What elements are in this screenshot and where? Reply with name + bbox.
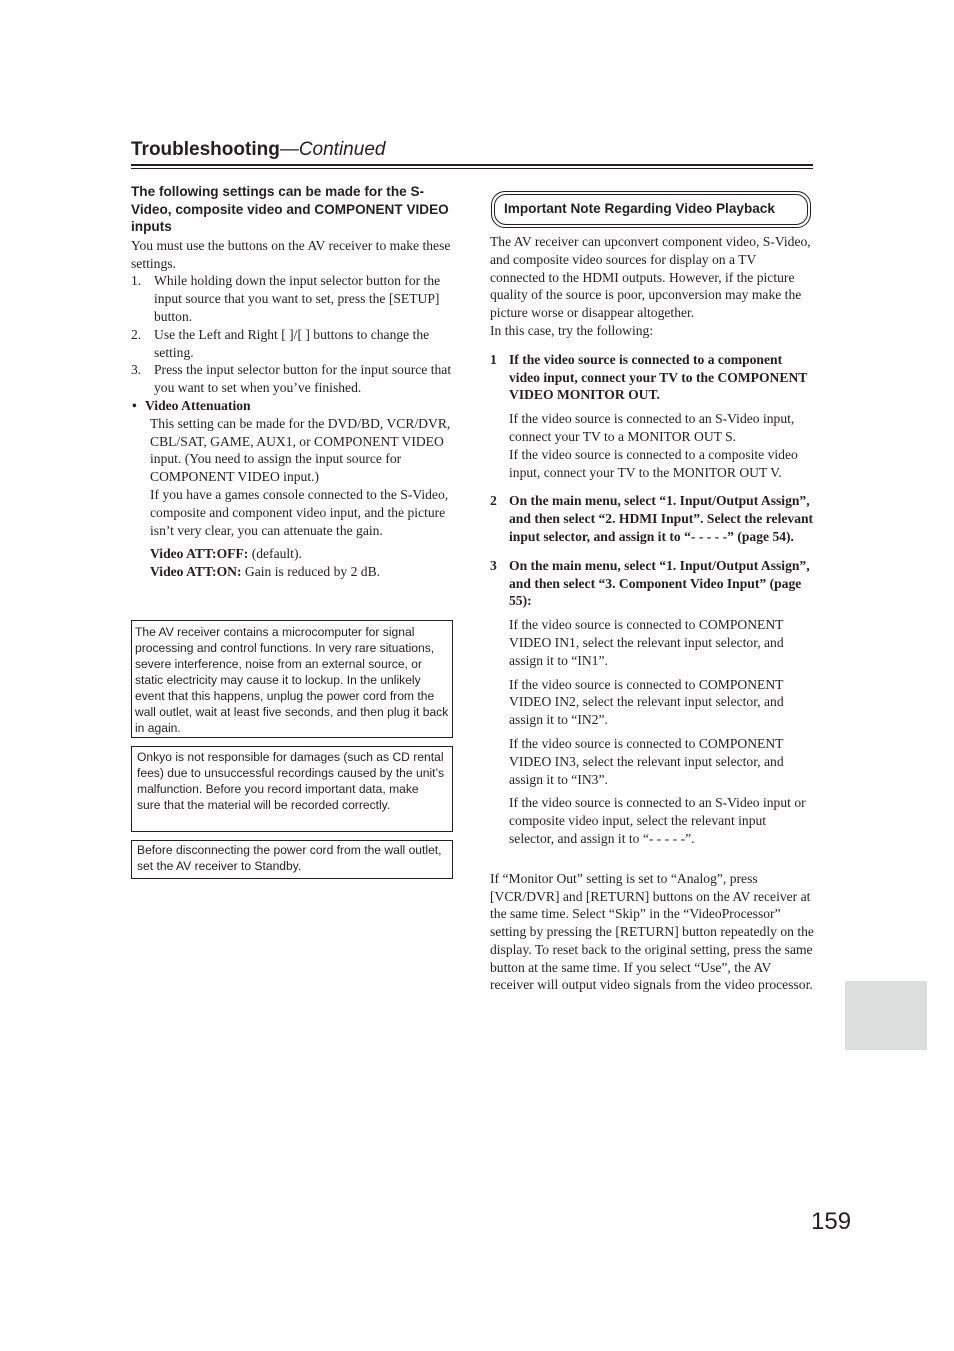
monitor-out-paragraph: If “Monitor Out” setting is set to “Analog”, press [VCR/DVR] and [RETURN] buttons on the AV receiver at the same time. Select “Skip” in the “VideoProcessor” setting by pressing the [RETURN] button repeatedly on the display. To reset back to the original setting, press the same button at the same time. If you select “Use”, the AV receiver will output video signals from the video processor.	[490, 870, 814, 993]
chapter-tab	[845, 981, 927, 1050]
settings-intro: You must use the buttons on the AV receiver to make these settings.	[131, 237, 451, 271]
right-column	[490, 233, 814, 994]
step-number: 3.	[131, 362, 142, 378]
important-note-box	[491, 191, 811, 228]
numbered-item	[490, 351, 814, 404]
step-number: 1.	[131, 273, 142, 289]
bullet-icon: •	[132, 397, 137, 413]
header-rule-thin	[131, 168, 813, 169]
att-off-label: Video ATT:OFF:	[150, 546, 249, 562]
item-body: If the video source is connected to COMPONENT VIDEO IN1, select the relevant input selector, and assign it to “IN1”.	[509, 617, 784, 668]
important-note-title: Important Note Regarding Video Playback	[504, 201, 775, 216]
left-column	[131, 183, 455, 581]
bullet-item	[131, 397, 455, 415]
item-body: If the video source is connected to a composite video input, connect your TV to the MONITOR OUT V.	[509, 446, 798, 480]
att-off-text: (default).	[248, 546, 302, 562]
item-body: If the video source is connected to COMPONENT VIDEO IN3, select the relevant input selector, and assign it to “IN3”.	[509, 735, 784, 787]
upconvert-intro-2: In this case, try the following:	[490, 322, 654, 338]
att-on-line	[131, 563, 455, 581]
item-heading: On the main menu, select “1. Input/Output Assign”, and then select “3. Component Video Input” (page 55):	[509, 557, 810, 609]
step-text: Press the input selector button for the input source that you want to set when you’ve finished.	[154, 362, 452, 396]
bullet-title: Video Attenuation	[145, 397, 251, 413]
upconvert-intro: The AV receiver can upconvert component video, S-Video, and composite video sources for display on a TV connected to the HDMI outputs. However, if the picture quality of the source is poor, upconversion may make the picture worse or disappear altogether.	[490, 234, 811, 321]
item-body: If the video source is connected to COMPONENT VIDEO IN2, select the relevant input selector, and assign it to “IN2”.	[509, 676, 784, 728]
step-item	[131, 272, 455, 325]
continued-label: —Continued	[279, 139, 386, 160]
item-heading: If the video source is connected to a component video input, connect your TV to the COMPONENT VIDEO MONITOR OUT.	[509, 351, 808, 403]
note-box-microcomputer: The AV receiver contains a microcomputer for signal processing and control functions. In very rare situations, severe interference, noise from an external source, or static electricity may cause it to lockup. In the unlikely event that this happens, unplug the power cord from the wall outlet, wait at least five seconds, and then plug it back in again.	[131, 620, 453, 738]
numbered-item	[490, 557, 814, 610]
item-heading: On the main menu, select “1. Input/Output Assign”, and then select “2. HDMI Input”. Select the relevant input selector, and assign it to “- - - - -” (page 54).	[509, 493, 814, 544]
settings-heading: The following settings can be made for the S-Video, composite video and COMPONENT VIDEO inputs	[131, 184, 449, 235]
header-rule	[131, 164, 813, 166]
step-text: Use the Left and Right [ ]/[ ] buttons to change the setting.	[154, 326, 430, 360]
att-on-text: Gain is reduced by 2 dB.	[241, 564, 381, 580]
section-title: Troubleshooting	[131, 139, 280, 160]
item-body: If the video source is connected to an S-Video input or composite video input, select the relevant input selector, and assign it to “- - - - -”.	[509, 795, 806, 846]
att-on-label: Video ATT:ON:	[150, 564, 242, 580]
step-text: While holding down the input selector button for the input source that you want to set, press the [SETUP] button.	[154, 273, 441, 324]
page-header	[131, 139, 385, 161]
attenuation-paragraph: This setting can be made for the DVD/BD, VCR/DVR, CBL/SAT, GAME, AUX1, or COMPONENT VIDEO input. (You need to assign the input source for COMPONENT VIDEO input.)	[150, 415, 451, 485]
attenuation-paragraph: If you have a games console connected to the S-Video, composite and component video input, and the picture isn’t very clear, you can attenuate the gain.	[150, 486, 449, 538]
step-number: 2.	[131, 326, 142, 342]
step-item	[131, 361, 455, 397]
note-box-liability: Onkyo is not responsible for damages (such as CD rental fees) due to unsuccessful recordings caused by the unit’s malfunction. Before you record important data, make sure that the material will be recorded correctly.	[131, 746, 453, 832]
note-box-power: Before disconnecting the power cord from the wall outlet, set the AV receiver to Standby.	[131, 840, 453, 879]
item-number: 2	[490, 493, 497, 509]
page-number: 159	[811, 1208, 852, 1235]
step-item	[131, 326, 455, 362]
item-body: If the video source is connected to an S-Video input, connect your TV to a MONITOR OUT S.	[509, 411, 795, 444]
att-off-line	[131, 545, 455, 563]
numbered-item	[490, 492, 814, 545]
item-number: 1	[490, 351, 497, 367]
item-number: 3	[490, 557, 497, 573]
